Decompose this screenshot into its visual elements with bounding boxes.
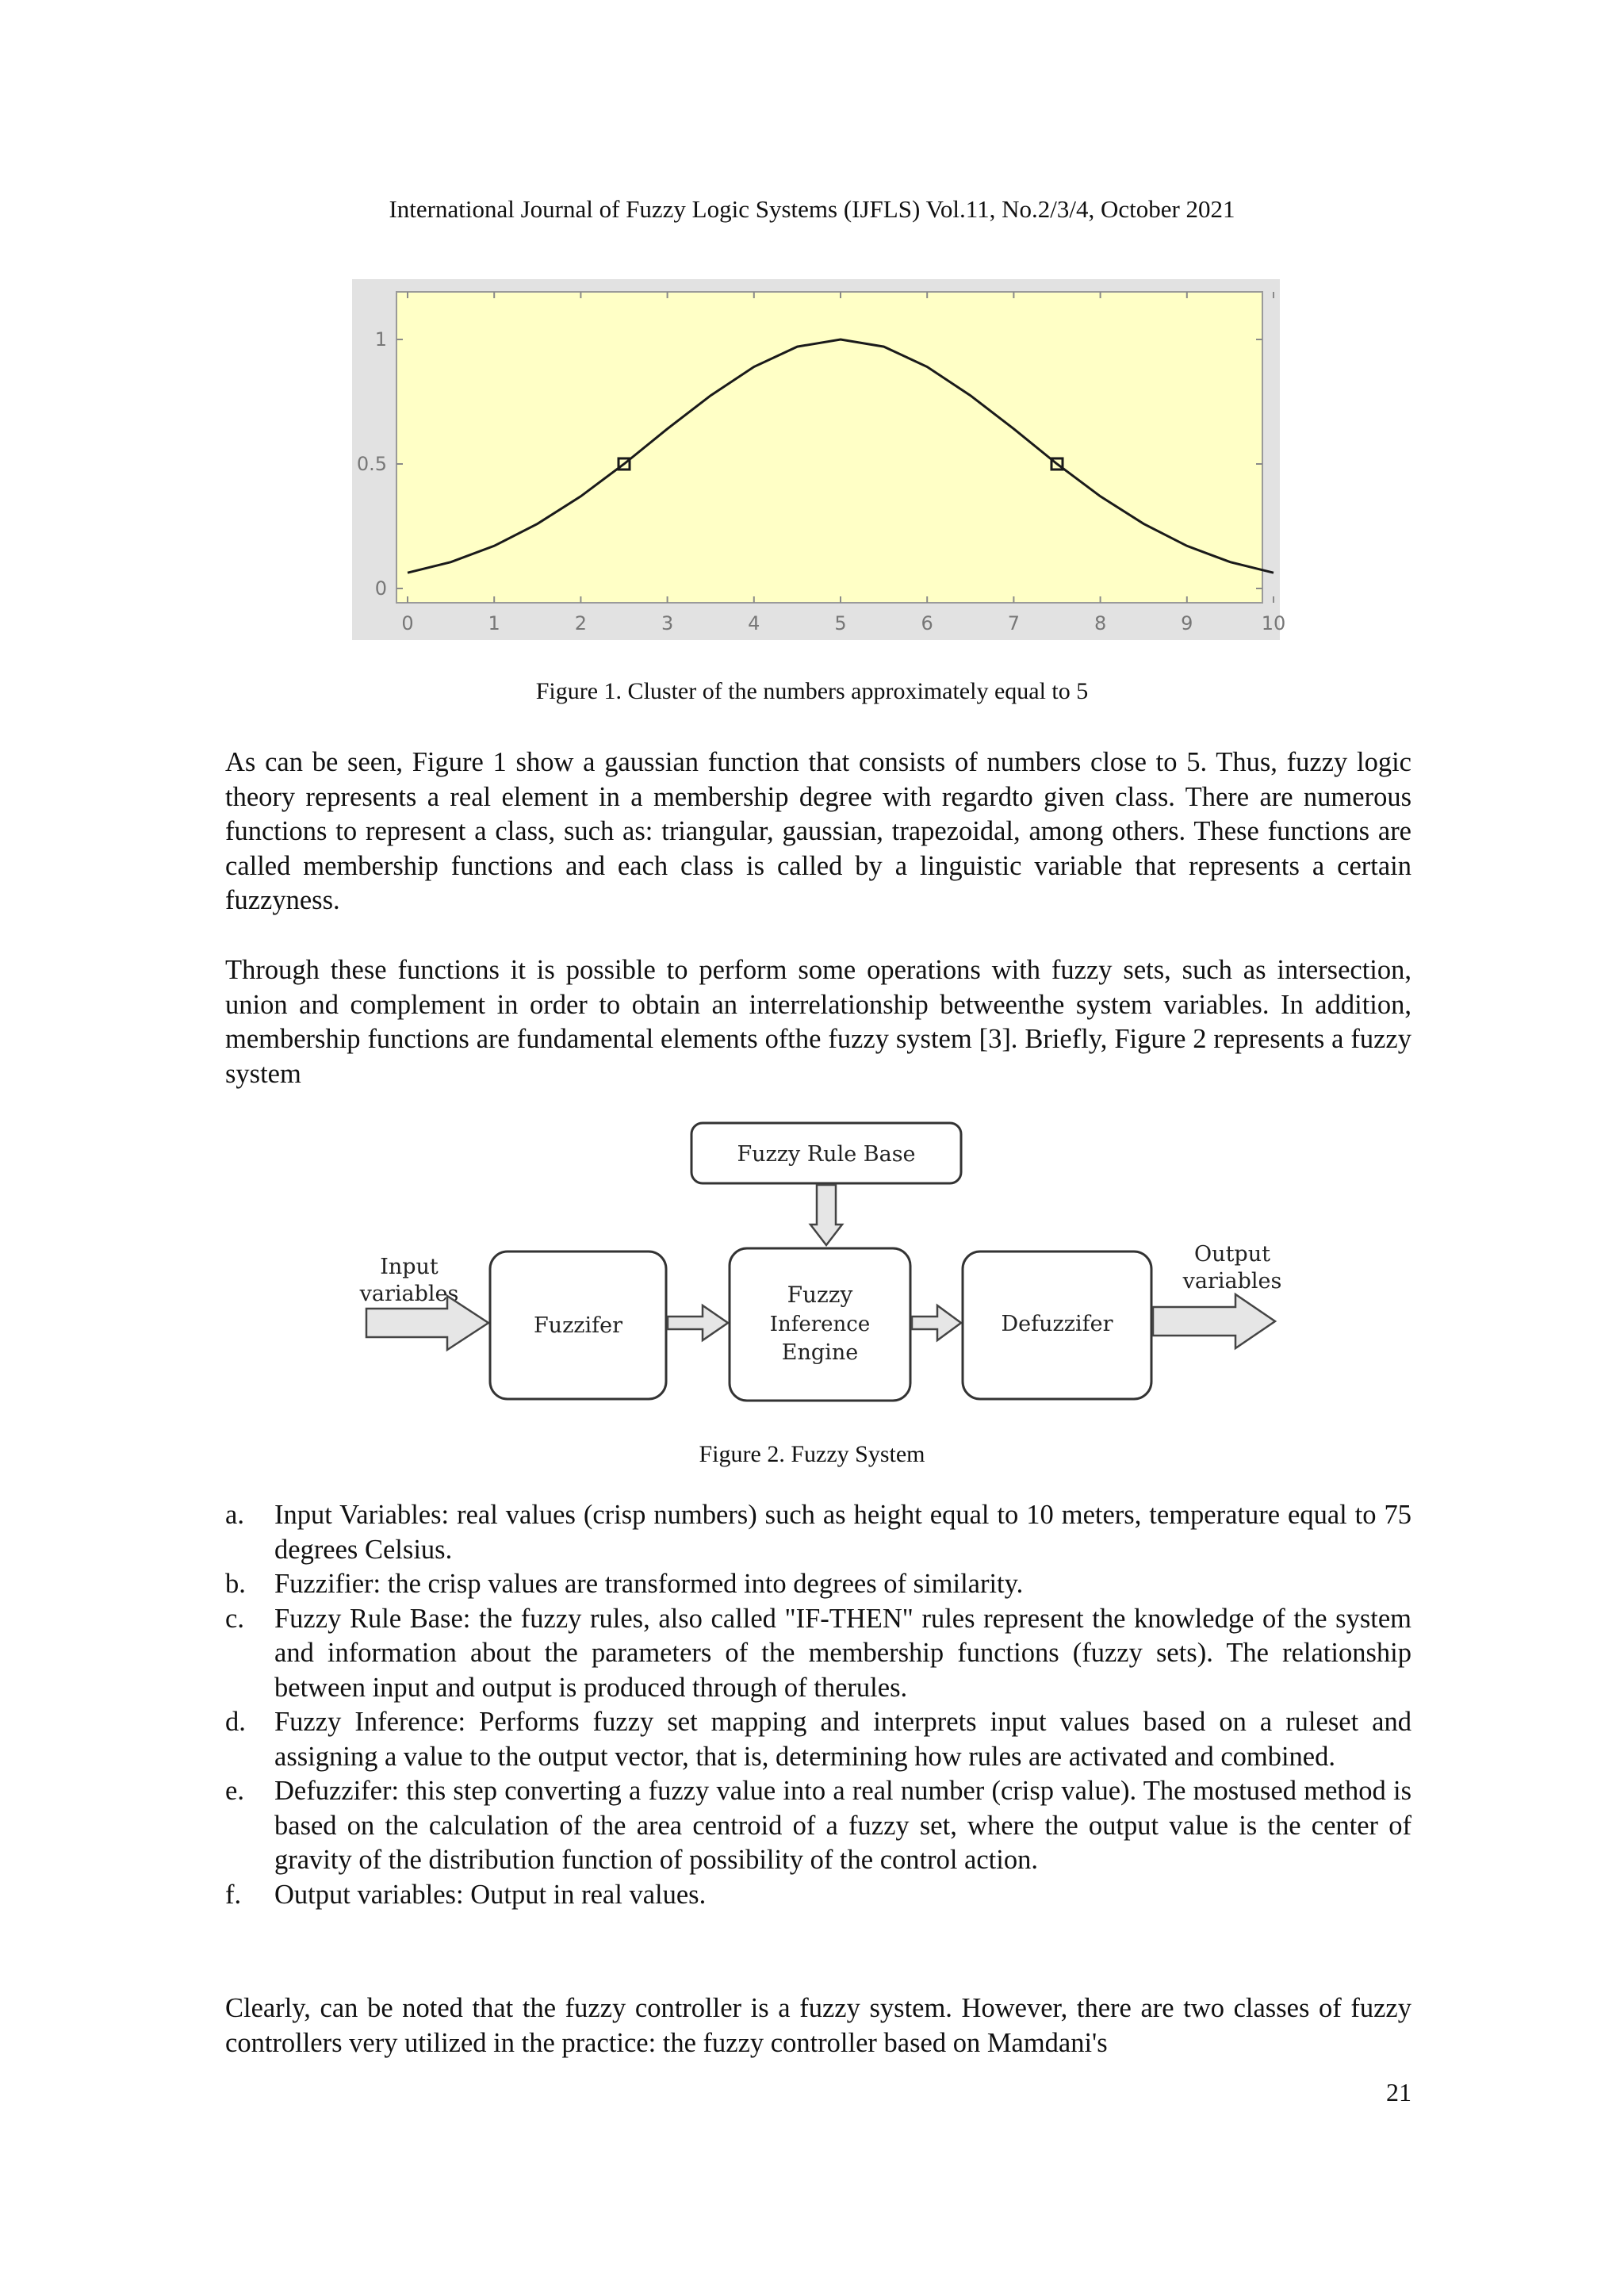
x-tick-label: 10 (1261, 612, 1286, 634)
figure-2-diagram (349, 1117, 1293, 1410)
list-item-text: Fuzzifier: the crisp values are transformed into degrees of similarity. (274, 1569, 1024, 1599)
x-tick-label: 1 (488, 612, 500, 634)
x-tick-label: 9 (1181, 612, 1193, 634)
output-label-line2: variables (1182, 1269, 1282, 1294)
output-label-line1: Output (1194, 1242, 1270, 1267)
list-item (225, 1602, 1411, 1706)
x-tick-label: 8 (1094, 612, 1107, 634)
fuzzifier-label: Fuzzifer (533, 1313, 623, 1338)
input-label-line1: Input (380, 1255, 439, 1279)
input-label-line2: variables (359, 1282, 459, 1306)
paragraph-3: Clearly, can be noted that the fuzzy controller is a fuzzy system. However, there are two classes of fuzzy controllers very utilized in the practice: the fuzzy controller based on Mamdani's (225, 1993, 1411, 2058)
list-marker: a. (225, 1500, 244, 1530)
fuzzifier-to-inference-arrow (668, 1305, 728, 1340)
inference-to-defuzzifier-arrow (912, 1305, 961, 1340)
x-tick-label: 4 (748, 612, 760, 634)
list-item-text: Output variables: Output in real values. (274, 1879, 707, 1910)
x-tick-label: 3 (661, 612, 674, 634)
rule-base-label: Fuzzy Rule Base (737, 1142, 916, 1167)
figure-1-chart (352, 279, 1286, 640)
x-tick-label: 2 (574, 612, 588, 634)
paragraph-2: Through these functions it is possible to perform some operations with fuzzy sets, such as intersection, union and complement in order to obtain an interrelationship betweenthe system variables. In addition, membership functions are fundamental elements ofthe fuzzy system [3]. Briefly, Figure 2 represents a fuzzy system (225, 955, 1411, 1089)
x-tick-label: 7 (1007, 612, 1021, 634)
list-marker: e. (225, 1776, 244, 1806)
list-marker: c. (225, 1603, 244, 1634)
list-marker: f. (225, 1879, 242, 1910)
list-item (225, 1567, 1411, 1602)
list-marker: b. (225, 1569, 246, 1599)
figure-2-caption: Figure 2. Fuzzy System (699, 1441, 925, 1467)
list-marker: d. (225, 1707, 246, 1737)
rule-base-arrow (810, 1185, 842, 1245)
defuzzifier-label: Defuzzifer (1001, 1312, 1113, 1336)
inference-label-line2: Inference (769, 1313, 871, 1336)
chart-plot-area (396, 292, 1262, 603)
y-tick-label: 1 (374, 328, 387, 351)
inference-label-line3: Engine (781, 1340, 859, 1365)
list-item (225, 1705, 1411, 1774)
journal-header: International Journal of Fuzzy Logic Systems (IJFLS) Vol.11, No.2/3/4, October 2021 (389, 195, 1235, 223)
x-tick-label: 0 (401, 612, 414, 634)
list-item-text: Fuzzy Inference: Performs fuzzy set mapping and interprets input values based on a ruleset and assigning a value to the output vector, that is, determining how rules are activated and combined. (274, 1707, 1411, 1772)
x-tick-label: 6 (921, 612, 933, 634)
list-item-text: Fuzzy Rule Base: the fuzzy rules, also called "IF-THEN" rules represent the knowledge of the system and information about the parameters of the membership functions (fuzzy sets). The relationship between input and output is produced through of therules. (274, 1603, 1411, 1703)
inference-label-line1: Fuzzy (787, 1282, 853, 1308)
list-item (225, 1878, 1411, 1913)
figure-1-caption: Figure 1. Cluster of the numbers approximately equal to 5 (535, 678, 1089, 704)
x-tick-label: 5 (834, 612, 847, 634)
y-tick-label: 0.5 (356, 453, 387, 475)
page-number: 21 (1386, 2078, 1411, 2106)
list-item-text: Defuzzifer: this step converting a fuzzy value into a real number (crisp value). The mostused method is based on the calculation of the area centroid of a fuzzy set, where the output value is the center of gravity of the distribution function of possibility of the control action. (274, 1776, 1411, 1875)
y-tick-label: 0 (374, 577, 387, 600)
list-item (225, 1498, 1411, 1567)
list-item-text: Input Variables: real values (crisp numbers) such as height equal to 10 meters, temperature equal to 75 degrees Celsius. (274, 1500, 1411, 1565)
list-item (225, 1774, 1411, 1878)
paragraph-1: As can be seen, Figure 1 show a gaussian function that consists of numbers close to 5. Thus, fuzzy logic theory represents a real element in a membership degree with regardto given class. There are numerous functions to represent a class, such as: triangular, gaussian, trapezoidal, among others. These functions are called membership functions and each class is called by a linguistic variable that represents a certain fuzzyness. (225, 747, 1411, 915)
output-arrow (1153, 1294, 1275, 1348)
components-list (225, 1498, 1411, 1912)
